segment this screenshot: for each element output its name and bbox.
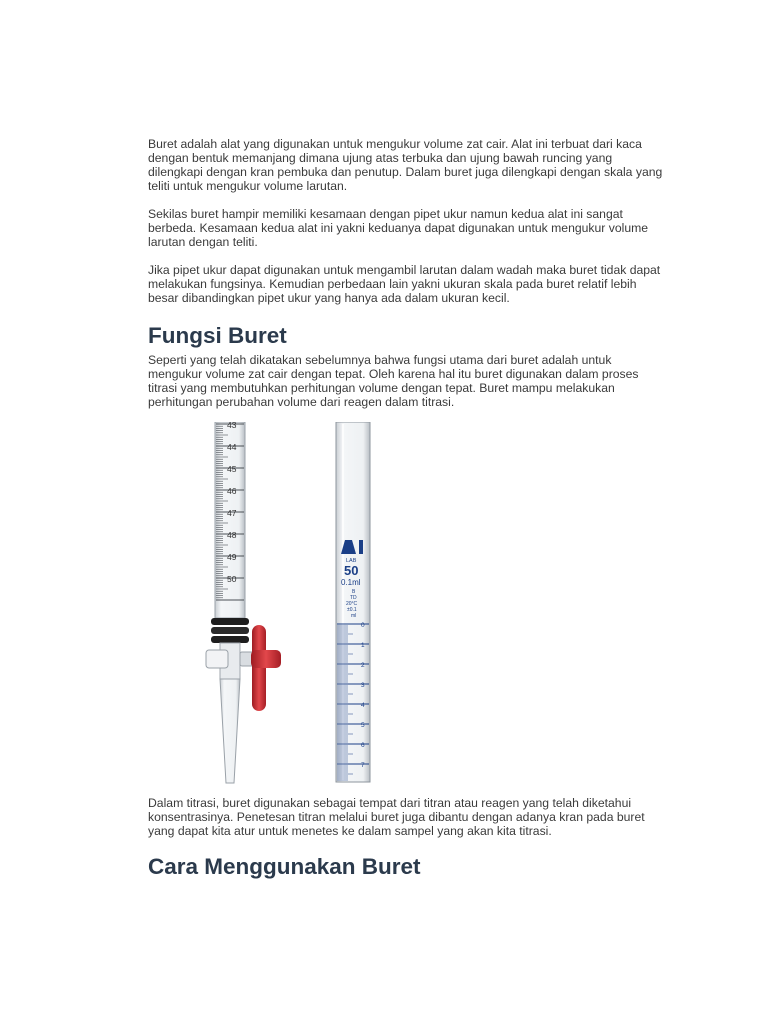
left-scale-label: 48 — [227, 530, 237, 540]
right-scale-label: 4 — [361, 702, 365, 709]
buret-tolerance: ±0.1 — [347, 607, 357, 613]
buret-figure — [148, 422, 393, 784]
right-scale-label: 1 — [361, 642, 365, 649]
left-scale-label: 49 — [227, 552, 237, 562]
left-scale-label: 47 — [227, 508, 237, 518]
left-scale-label: 43 — [227, 422, 237, 430]
intro-paragraph-3: Jika pipet ukur dapat digunakan untuk mengambil larutan dalam wadah maka buret tidak dapat melakukan fungsinya. Kemudian perbedaan lain yakni ukuran skala pada buret relatif lebih besar dibandingkan pipet ukur yang hanya ada dalam ukuran kecil. — [148, 263, 661, 305]
left-buret — [206, 422, 281, 783]
section-heading-cara: Cara Menggunakan Buret — [148, 854, 421, 879]
buret-unit: ml — [351, 613, 357, 619]
fungsi-paragraph-2: Dalam titrasi, buret digunakan sebagai tempat dari titran atau reagen yang telah diketahui konsentrasinya. Penetesan titran melalui buret juga dibantu dengan adanya kran pada buret yang dapat kita atur untuk menetes ke dalam sampel yang akan kita titrasi. — [148, 796, 645, 838]
intro-paragraph-2: Sekilas buret hampir memiliki kesamaan dengan pipet ukur namun kedua alat ini sangat berbeda. Kesamaan kedua alat ini yakni keduanya dapat digunakan untuk mengukur volume larutan dengan teliti. — [148, 207, 649, 249]
right-scale-label: 6 — [361, 742, 365, 749]
buret-temperature: 20°C — [346, 601, 358, 607]
left-scale-label: 46 — [227, 486, 237, 496]
right-scale-label: 2 — [361, 662, 365, 669]
stopcock-handle — [251, 625, 281, 711]
buret-illustration — [148, 422, 393, 784]
article-body — [148, 137, 663, 880]
logo-text: LAB — [346, 558, 357, 564]
section-heading-fungsi: Fungsi Buret — [148, 323, 287, 348]
intro-paragraph-1: Buret adalah alat yang digunakan untuk mengukur volume zat cair. Alat ini terbuat dari kaca dengan bentuk memanjang dimana ujung atas terbuka dan ujung bawah runcing yang dilengkapi dengan kran pembuka dan penutup. Dalam buret juga dilengkapi dengan skala yang teliti untuk mengukur volume larutan. — [148, 137, 663, 193]
left-scale-label: 45 — [227, 464, 237, 474]
right-scale-label: 7 — [361, 762, 365, 769]
buret-mark-b: B — [352, 589, 356, 595]
right-scale-label: 3 — [361, 682, 365, 689]
left-scale-label: 50 — [227, 574, 237, 584]
left-buret-rings — [211, 618, 249, 643]
right-scale-label: 5 — [361, 722, 365, 729]
right-scale-label: 0 — [361, 622, 365, 629]
buret-mark-td: TD — [350, 595, 357, 601]
right-buret — [336, 422, 370, 782]
buret-graduation: 0.1ml — [341, 578, 361, 587]
fungsi-paragraph-1: Seperti yang telah dikatakan sebelumnya bahwa fungsi utama dari buret adalah untuk mengukur volume zat cair dengan tepat. Oleh karena hal itu buret digunakan dalam proses titrasi yang membutuhkan perhitungan volume dengan tepat. Buret mampu melakukan perhitungan perubahan volume dari reagen dalam titrasi. — [148, 353, 639, 409]
left-scale-label: 44 — [227, 442, 237, 452]
buret-capacity: 50 — [344, 563, 359, 578]
